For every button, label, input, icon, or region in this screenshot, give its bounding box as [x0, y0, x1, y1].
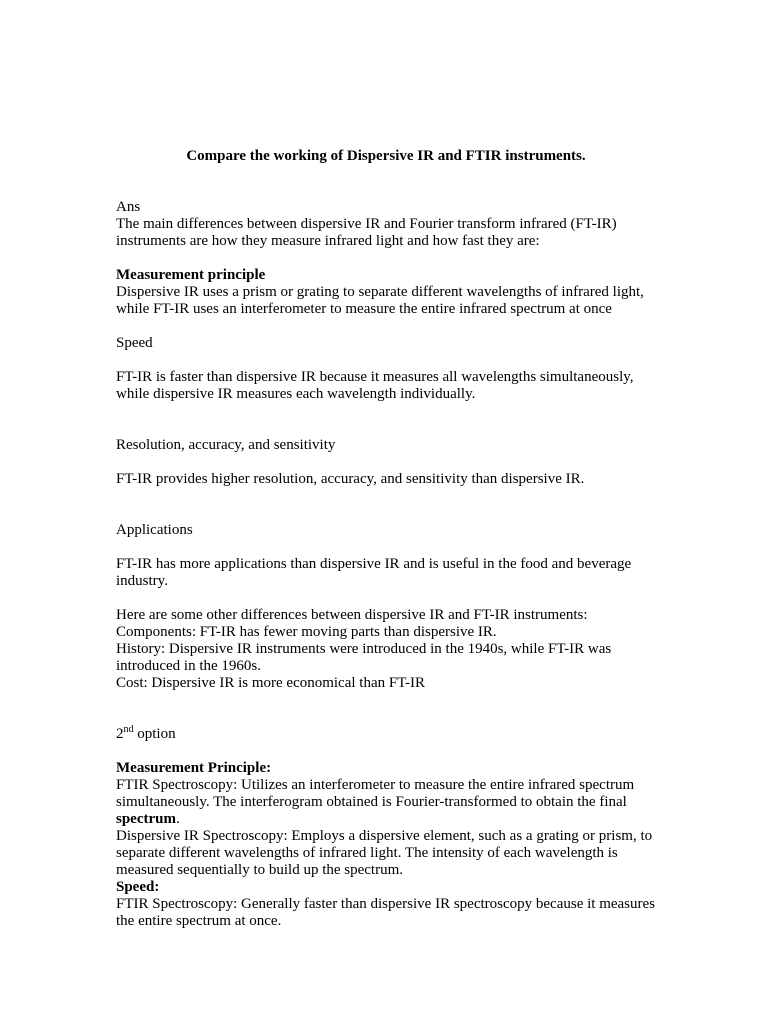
second-measurement-principle-heading: Measurement Principle: — [116, 760, 272, 776]
second-option-number: 2 — [116, 726, 124, 742]
measurement-principle-text: Dispersive IR uses a prism or grating to separate different wavelengths of infrared light, while FT-IR uses an interferometer to measure the entire infrared spectrum at once — [116, 284, 644, 317]
speed-text: FT-IR is faster than dispersive IR because it measures all wavelengths simultaneously, while dispersive IR measures each wavelength individually. — [116, 369, 634, 402]
ftir-principle-text — [116, 777, 656, 828]
speed-heading: Speed — [116, 335, 153, 351]
cost-line: Cost: Dispersive IR is more economical than FT-IR — [116, 675, 425, 691]
second-speed-text: FTIR Spectroscopy: Generally faster than dispersive IR spectroscopy because it measures the entire spectrum at once. — [116, 896, 656, 929]
measurement-principle-heading: Measurement principle — [116, 267, 266, 283]
document-content — [116, 148, 656, 930]
resolution-heading: Resolution, accuracy, and sensitivity — [116, 437, 336, 453]
history-line: History: Dispersive IR instruments were introduced in the 1940s, while FT-IR was introduced in the 1960s. — [116, 641, 612, 674]
applications-text: FT-IR has more applications than dispersive IR and is useful in the food and beverage industry. — [116, 556, 632, 589]
applications-heading: Applications — [116, 522, 193, 538]
ftir-principle-end: . — [176, 811, 180, 827]
resolution-text: FT-IR provides higher resolution, accuracy, and sensitivity than dispersive IR. — [116, 471, 585, 487]
second-option-superscript: nd — [123, 724, 134, 735]
dispersive-principle-text: Dispersive IR Spectroscopy: Employs a dispersive element, such as a grating or prism, to separate different wavelengths of infrared light. The intensity of each wavelength is measured sequentially to build up the spectrum. — [116, 828, 653, 878]
second-speed-heading: Speed: — [116, 879, 160, 895]
ftir-principle-body: FTIR Spectroscopy: Utilizes an interferometer to measure the entire infrared spectrum simultaneously. The interferogram obtained is Fourier-transformed to obtain the final — [116, 777, 635, 810]
ans-label: Ans — [116, 199, 141, 215]
second-option-label: option — [133, 726, 176, 742]
second-option-heading — [116, 726, 656, 743]
ftir-principle-bold-word: spectrum — [116, 811, 176, 827]
document-title: Compare the working of Dispersive IR and FTIR instruments. — [186, 148, 586, 164]
intro-paragraph: The main differences between dispersive IR and Fourier transform infrared (FT-IR) instruments are how they measure infrared light and how fast they are: — [116, 216, 617, 249]
other-differences-intro: Here are some other differences between dispersive IR and FT-IR instruments: — [116, 607, 588, 623]
components-line: Components: FT-IR has fewer moving parts than dispersive IR. — [116, 624, 497, 640]
